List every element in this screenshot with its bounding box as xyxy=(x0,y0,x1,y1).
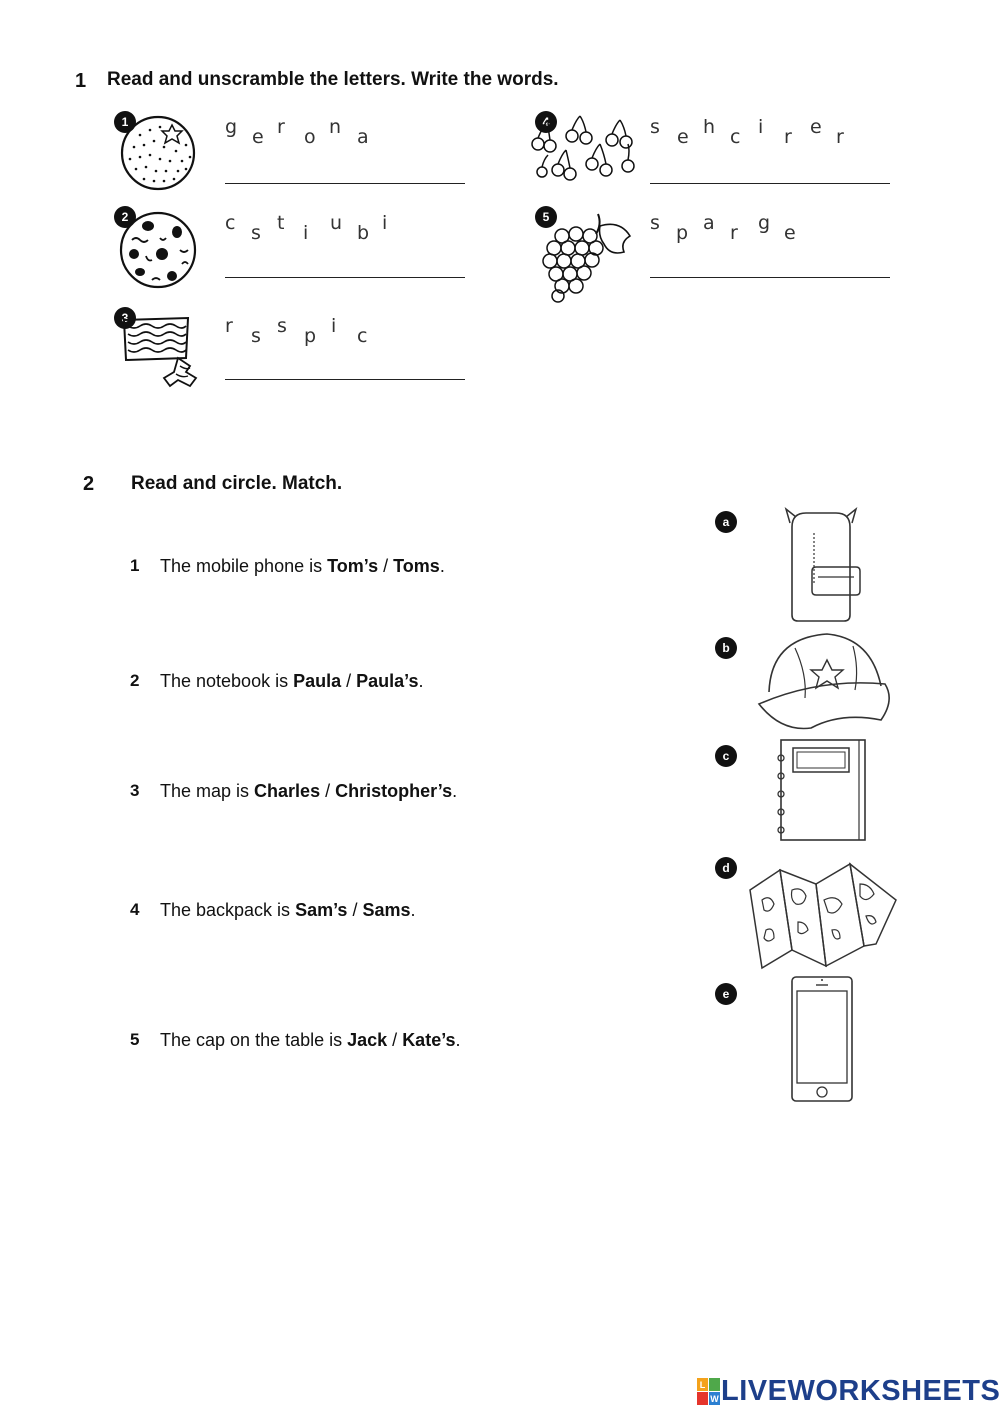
period: . xyxy=(410,900,416,920)
option-1[interactable]: Tom’s xyxy=(327,556,379,576)
letter: r xyxy=(730,222,738,244)
picture-badge-d: d xyxy=(715,857,737,879)
scrambled-letters-2 xyxy=(225,212,465,252)
logo-letter: W xyxy=(710,1393,719,1404)
sentence-number: 2 xyxy=(130,671,140,690)
section-1-number: 1 xyxy=(75,70,87,92)
separator: / xyxy=(341,671,357,691)
letter: b xyxy=(357,222,370,244)
letter: e xyxy=(677,126,689,148)
period: . xyxy=(418,671,424,691)
option-2[interactable]: Sams xyxy=(362,900,411,920)
scrambled-letters-5 xyxy=(650,212,890,252)
answer-line-3[interactable] xyxy=(225,379,465,380)
option-1[interactable]: Jack xyxy=(347,1030,388,1050)
sentence-text: The cap on the table is xyxy=(160,1030,348,1050)
grapes-icon xyxy=(540,206,635,301)
letter: g xyxy=(225,116,238,138)
option-1[interactable]: Sam’s xyxy=(295,900,348,920)
mobile-phone-icon[interactable] xyxy=(790,975,855,1105)
sentence-number: 5 xyxy=(130,1030,140,1049)
cookie-icon xyxy=(120,210,200,290)
option-1[interactable]: Paula xyxy=(293,671,342,691)
letter: a xyxy=(703,212,715,234)
letter: c xyxy=(357,325,368,347)
item-5-badge: 5 xyxy=(535,206,557,228)
letter: i xyxy=(758,116,764,138)
answer-line-1[interactable] xyxy=(225,183,465,184)
option-2[interactable]: Christopher’s xyxy=(335,781,453,801)
letter: p xyxy=(676,222,689,244)
letter: i xyxy=(331,315,337,337)
letter: h xyxy=(703,116,716,138)
letter: t xyxy=(277,212,285,234)
letter: e xyxy=(810,116,822,138)
scrambled-letters-1 xyxy=(225,116,465,156)
letter: g xyxy=(758,212,771,234)
period: . xyxy=(439,556,445,576)
answer-line-5[interactable] xyxy=(650,277,890,278)
picture-badge-e: e xyxy=(715,983,737,1005)
sentence-text: The notebook is xyxy=(160,671,294,691)
letter: o xyxy=(304,126,316,148)
picture-badge-c: c xyxy=(715,745,737,767)
letter: r xyxy=(225,315,233,337)
letter: e xyxy=(252,126,264,148)
letter: r xyxy=(277,116,285,138)
letter: s xyxy=(650,116,660,138)
section-2-title: Read and circle. Match. xyxy=(131,473,343,494)
letter: s xyxy=(650,212,660,234)
letter: p xyxy=(304,325,317,347)
letter: c xyxy=(730,126,741,148)
letter: a xyxy=(357,126,369,148)
answer-line-4[interactable] xyxy=(650,183,890,184)
cherries-icon xyxy=(528,114,648,189)
letter: r xyxy=(836,126,844,148)
item-4-badge: 4 xyxy=(535,111,557,133)
liveworksheets-logo-icon xyxy=(697,1377,721,1407)
section-1-title: Read and unscramble the letters. Write the words. xyxy=(107,69,559,90)
item-2-badge: 2 xyxy=(114,206,136,228)
orange-icon xyxy=(120,115,200,195)
sentence-text: The mobile phone is xyxy=(160,556,328,576)
option-2[interactable]: Kate’s xyxy=(402,1030,456,1050)
scrambled-letters-4 xyxy=(650,116,890,156)
backpack-icon[interactable] xyxy=(780,505,865,625)
cap-icon[interactable] xyxy=(755,628,895,728)
sentence-number: 4 xyxy=(130,900,140,919)
picture-badge-b: b xyxy=(715,637,737,659)
scrambled-letters-3 xyxy=(225,315,465,355)
sentence-number: 3 xyxy=(130,781,140,800)
sentence-text: The map is xyxy=(160,781,255,801)
separator: / xyxy=(378,556,394,576)
letter: s xyxy=(251,222,261,244)
separator: / xyxy=(387,1030,403,1050)
brand-name: LIVEWORKSHEETS xyxy=(721,1375,1000,1407)
crisps-icon xyxy=(118,310,208,400)
option-2[interactable]: Paula’s xyxy=(356,671,419,691)
notebook-icon[interactable] xyxy=(775,738,870,843)
option-2[interactable]: Toms xyxy=(393,556,440,576)
item-3-badge: 3 xyxy=(114,307,136,329)
letter: i xyxy=(303,222,309,244)
letter: c xyxy=(225,212,236,234)
answer-line-2[interactable] xyxy=(225,277,465,278)
separator: / xyxy=(347,900,363,920)
letter: i xyxy=(382,212,388,234)
map-icon[interactable] xyxy=(748,850,898,970)
letter: u xyxy=(330,212,343,234)
liveworksheets-logo[interactable] xyxy=(697,1375,1000,1408)
sentence-text: The backpack is xyxy=(160,900,296,920)
letter: e xyxy=(784,222,796,244)
period: . xyxy=(455,1030,461,1050)
separator: / xyxy=(320,781,336,801)
period: . xyxy=(452,781,458,801)
letter: s xyxy=(251,325,261,347)
picture-badge-a: a xyxy=(715,511,737,533)
sentence-number: 1 xyxy=(130,556,140,575)
item-1-badge: 1 xyxy=(114,111,136,133)
logo-letter: L xyxy=(699,1379,706,1390)
letter: n xyxy=(329,116,342,138)
letter: r xyxy=(784,126,792,148)
section-2-number: 2 xyxy=(83,473,95,495)
option-1[interactable]: Charles xyxy=(254,781,321,801)
letter: s xyxy=(277,315,287,337)
